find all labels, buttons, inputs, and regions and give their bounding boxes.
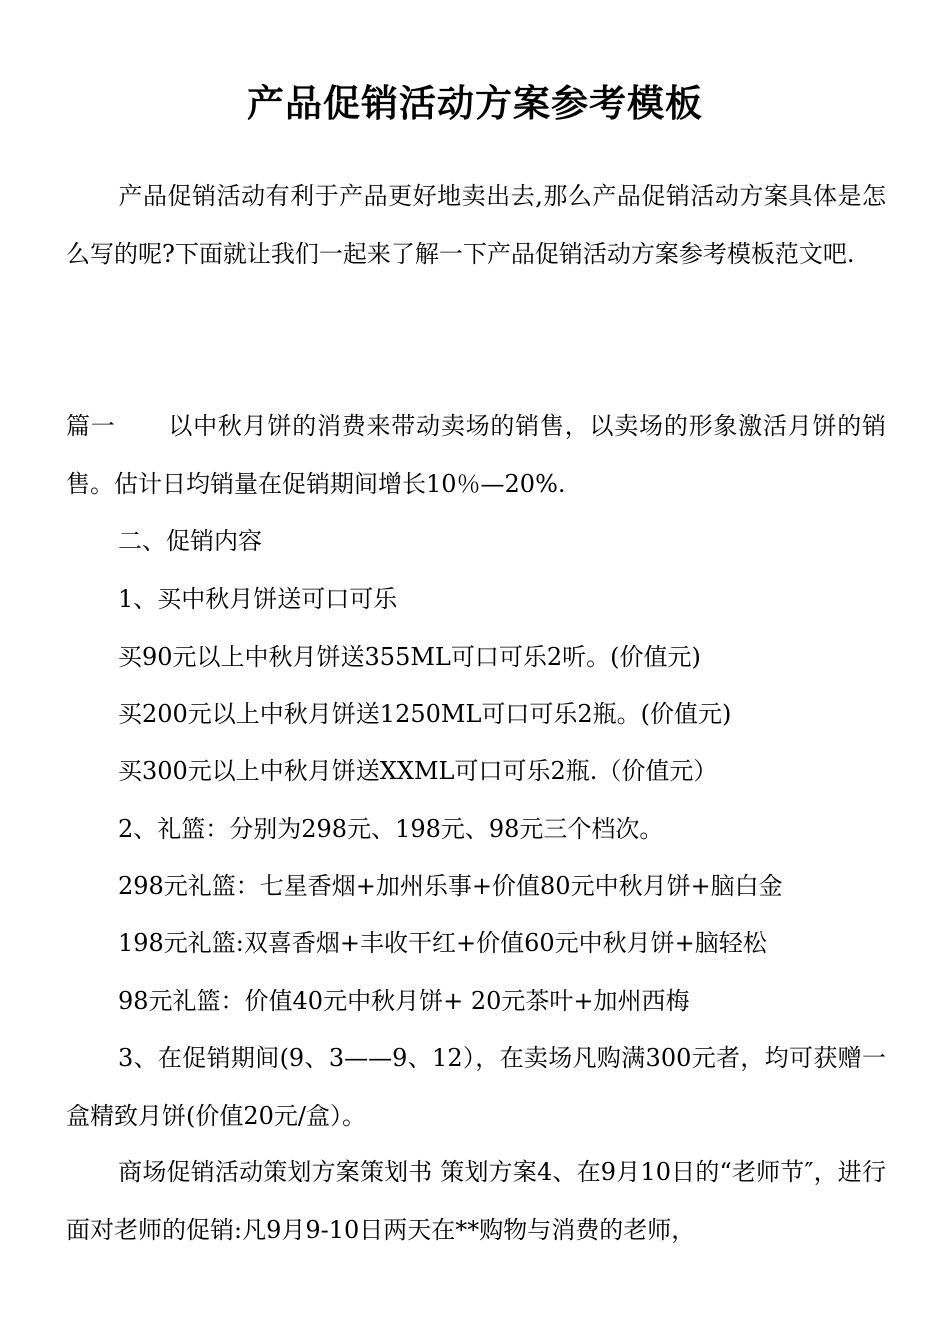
section-label: 篇一 [66, 412, 116, 440]
paragraph-4-text: 商场促销活动策划方案策划书 策划方案4、在9月10日的“老师节″，进行面对老师的促销:凡9月9-10日两天在**购物与消费的老师， [66, 1158, 886, 1244]
content-line: 2、礼篮：分别为298元、198元、98元三个档次。 [118, 815, 664, 843]
content-line: 买90元以上中秋月饼送355ML可口可乐2听。(价值元) [118, 643, 701, 671]
section-text: 以中秋月饼的消费来带动卖场的销售，以卖场的形象激活月饼的销售。估计日均销量在促销期间增长10％—20%. [66, 412, 887, 498]
content-line: 298元礼篮：七星香烟+加州乐事+价值80元中秋月饼+脑白金 [118, 872, 783, 900]
intro-paragraph [66, 167, 886, 283]
content-line: 1、买中秋月饼送可口可乐 [118, 585, 398, 613]
content-line: 买300元以上中秋月饼送XXML可口可乐2瓶.（价值元） [118, 757, 718, 785]
paragraph-3-text: 3、在促销期间(9、3——9、12），在卖场凡购满300元者，均可获赠一盒精致月饼(价值20元/盒）。 [66, 1044, 886, 1130]
content-line: 二、促销内容 [118, 527, 262, 555]
document-title: 产品促销活动方案参考模板 [247, 81, 703, 125]
content-line: 买200元以上中秋月饼送1250ML可口可乐2瓶。(价值元) [118, 700, 732, 728]
section-paragraph [66, 397, 886, 513]
content-line: 198元礼篮:双喜香烟+丰收干红+价值60元中秋月饼+脑轻松 [118, 929, 767, 957]
intro-text: 产品促销活动有利于产品更好地卖出去,那么产品促销活动方案具体是怎么写的呢?下面就让我们一起来了解一下产品促销活动方案参考模板范文吧. [66, 182, 886, 268]
paragraph-4 [66, 1143, 886, 1259]
content-line: 98元礼篮：价值40元中秋月饼+ 20元茶叶+加州西梅 [118, 987, 690, 1015]
paragraph-3 [66, 1029, 886, 1145]
